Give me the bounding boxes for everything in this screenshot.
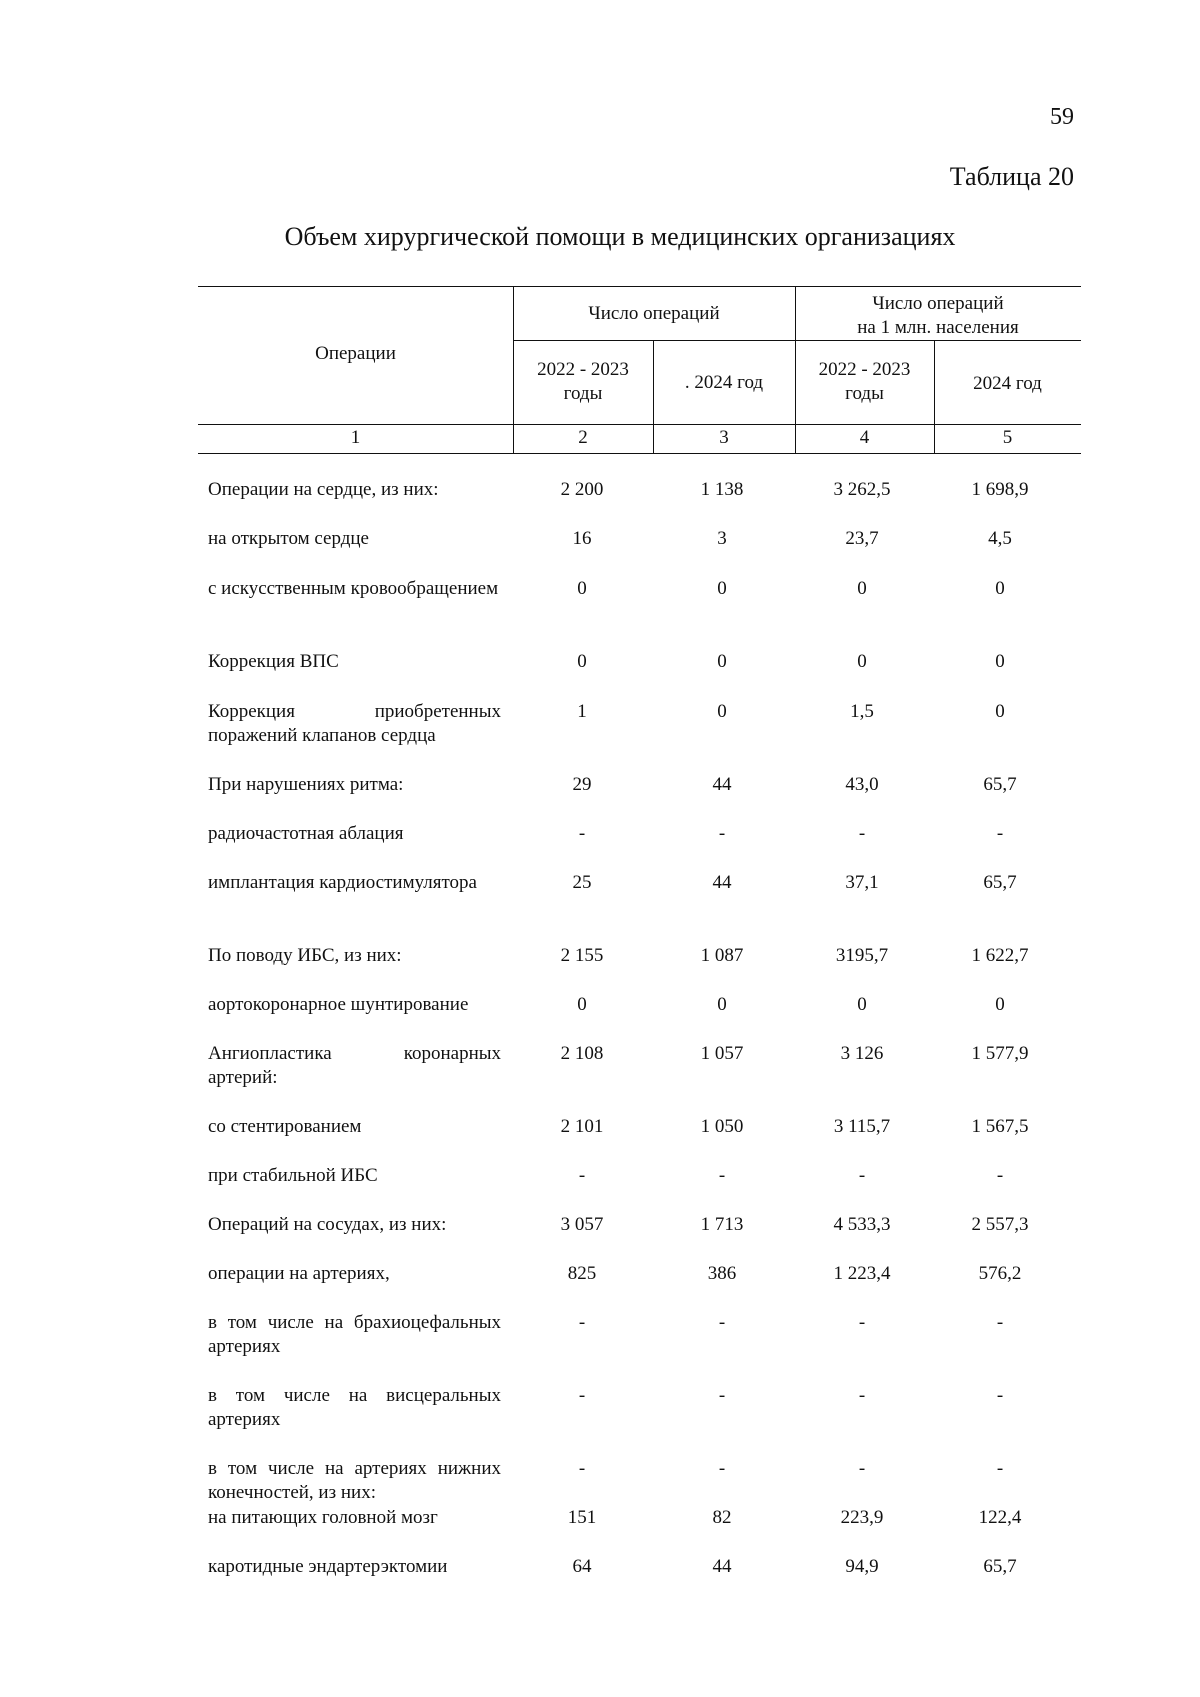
column-number-rule	[198, 453, 1081, 454]
cell-2022-2023: 16	[572, 528, 592, 549]
cell-per-million-2022-2023: -	[858, 1312, 866, 1333]
cell-per-million-2024: 2 557,3	[971, 1214, 1029, 1235]
cell-2024: -	[718, 1312, 726, 1333]
cell-2022-2023: 0	[577, 578, 587, 599]
cell-2024: 1 138	[700, 479, 744, 500]
cell-per-million-2024: 0	[995, 578, 1005, 599]
cell-2022-2023: -	[578, 1385, 586, 1406]
cell-2024: 0	[717, 994, 727, 1015]
cell-per-million-2022-2023: 1,5	[850, 701, 874, 722]
column-number-1: 1	[350, 427, 361, 448]
row-label: Ангиопластика коронарных артерий:	[208, 1043, 501, 1088]
cell-2024: -	[718, 1458, 726, 1479]
cell-per-million-2022-2023: 4 533,3	[833, 1214, 891, 1235]
cell-per-million-2024: -	[996, 1458, 1004, 1479]
row-label: аортокоронарное шунтирование	[208, 994, 469, 1015]
header-per-million	[795, 292, 1081, 340]
header-col2-line1: 2022 - 2023	[537, 359, 629, 380]
column-number-2: 2	[578, 427, 588, 448]
column-number-5: 5	[1002, 427, 1013, 448]
cell-2024: 44	[712, 774, 732, 795]
header-num-operations: Число операций	[588, 303, 720, 324]
cell-2022-2023: 64	[572, 1556, 592, 1577]
cell-2022-2023: 25	[572, 872, 592, 893]
header-per-million-line2: на 1 млн. населения	[857, 317, 1019, 338]
header-col4-years	[795, 358, 934, 406]
cell-per-million-2024: -	[996, 1165, 1004, 1186]
cell-2022-2023: 1	[577, 701, 587, 722]
row-label: имплантация кардиостимулятора	[208, 872, 477, 893]
row-label: Операций на сосудах, из них:	[208, 1214, 447, 1235]
cell-2022-2023: 0	[577, 994, 587, 1015]
cell-2022-2023: 29	[572, 774, 592, 795]
cell-per-million-2022-2023: 3 115,7	[833, 1116, 891, 1137]
cell-per-million-2022-2023: -	[858, 1458, 866, 1479]
cell-per-million-2024: 65,7	[983, 872, 1017, 893]
cell-per-million-2022-2023: -	[858, 1385, 866, 1406]
row-label: в том числе на висцеральных артериях	[208, 1385, 501, 1430]
cell-2022-2023: 0	[577, 651, 587, 672]
cell-per-million-2022-2023: -	[858, 1165, 866, 1186]
row-label: в том числе на брахиоцефальных артериях	[208, 1312, 501, 1357]
cell-2022-2023: -	[578, 823, 586, 844]
header-col2-line2: годы	[563, 383, 603, 404]
table-top-rule	[198, 286, 1081, 287]
column-number-4: 4	[859, 427, 870, 448]
cell-2024: 44	[712, 1556, 732, 1577]
row-label: в том числе на артериях нижних конечностей, из них:	[208, 1458, 501, 1503]
row-label: Операции на сердце, из них:	[208, 479, 439, 500]
cell-per-million-2024: 0	[995, 651, 1005, 672]
cell-per-million-2022-2023: 0	[857, 994, 867, 1015]
cell-2022-2023: 2 101	[560, 1116, 604, 1137]
header-mid-rule	[513, 340, 1081, 341]
cell-2022-2023: 151	[567, 1507, 597, 1528]
cell-per-million-2024: 1 567,5	[971, 1116, 1029, 1137]
cell-2024: 0	[717, 651, 727, 672]
cell-per-million-2022-2023: 0	[857, 651, 867, 672]
row-label: По поводу ИБС, из них:	[208, 945, 402, 966]
cell-per-million-2024: -	[996, 1312, 1004, 1333]
cell-2024: 1 713	[700, 1214, 744, 1235]
header-operations: Операции	[315, 343, 396, 364]
cell-per-million-2024: 576,2	[978, 1263, 1022, 1284]
cell-per-million-2024: 0	[995, 994, 1005, 1015]
cell-2024: -	[718, 1385, 726, 1406]
cell-2022-2023: 2 155	[560, 945, 604, 966]
row-label: при стабильной ИБС	[208, 1165, 378, 1186]
cell-2022-2023: -	[578, 1312, 586, 1333]
cell-per-million-2024: 0	[995, 701, 1005, 722]
cell-2024: -	[718, 1165, 726, 1186]
cell-per-million-2024: 65,7	[983, 1556, 1017, 1577]
header-per-million-line1: Число операций	[872, 293, 1004, 314]
cell-per-million-2024: -	[996, 1385, 1004, 1406]
cell-2022-2023: 2 108	[560, 1043, 604, 1064]
document-title: Объем хирургической помощи в медицинских организациях	[284, 222, 956, 251]
cell-2024: 1 057	[700, 1043, 744, 1064]
row-label: со стентированием	[208, 1116, 362, 1137]
cell-2024: 1 087	[700, 945, 744, 966]
row-label: с искусственным кровообращением	[208, 578, 499, 599]
header-col2-years	[513, 358, 653, 406]
cell-per-million-2022-2023: 223,9	[840, 1507, 884, 1528]
cell-2024: 1 050	[700, 1116, 744, 1137]
row-label: каротидные эндартерэктомии	[208, 1556, 448, 1577]
header-col3-year: . 2024 год	[684, 372, 764, 393]
row-label: Коррекция приобретенных поражений клапанов сердца	[208, 701, 501, 746]
row-label: радиочастотная аблация	[208, 823, 404, 844]
cell-2022-2023: 2 200	[560, 479, 604, 500]
cell-per-million-2022-2023: 37,1	[845, 872, 879, 893]
header-col5-year: 2024 год	[973, 373, 1042, 394]
cell-2022-2023: 3 057	[560, 1214, 604, 1235]
cell-2022-2023: -	[578, 1165, 586, 1186]
column-number-3: 3	[719, 427, 729, 448]
cell-2024: -	[718, 823, 726, 844]
cell-2024: 386	[707, 1263, 737, 1284]
header-col4-line1: 2022 - 2023	[818, 359, 911, 380]
header-col4-line2: годы	[845, 383, 884, 404]
cell-2022-2023: -	[578, 1458, 586, 1479]
row-label: на питающих головной мозг	[208, 1507, 438, 1528]
cell-2024: 3	[717, 528, 727, 549]
row-label: При нарушениях ритма:	[208, 774, 404, 795]
cell-2024: 44	[712, 872, 732, 893]
cell-per-million-2024: 122,4	[978, 1507, 1022, 1528]
table-number: Таблица 20	[949, 162, 1074, 191]
cell-per-million-2024: 4,5	[988, 528, 1012, 549]
cell-2024: 82	[712, 1507, 732, 1528]
row-label: операции на артериях,	[208, 1263, 390, 1284]
cell-per-million-2024: 1 698,9	[971, 479, 1029, 500]
cell-per-million-2024: -	[996, 823, 1004, 844]
cell-per-million-2022-2023: -	[858, 823, 866, 844]
cell-per-million-2022-2023: 3 262,5	[833, 479, 891, 500]
cell-per-million-2024: 1 577,9	[971, 1043, 1029, 1064]
cell-per-million-2022-2023: 94,9	[845, 1556, 879, 1577]
cell-per-million-2024: 1 622,7	[971, 945, 1029, 966]
page-number: 59	[1050, 104, 1074, 130]
header-bottom-rule	[198, 424, 1081, 425]
cell-per-million-2022-2023: 3195,7	[835, 945, 889, 966]
cell-2024: 0	[717, 578, 727, 599]
cell-2024: 0	[717, 701, 727, 722]
cell-per-million-2022-2023: 0	[857, 578, 867, 599]
cell-2022-2023: 825	[567, 1263, 597, 1284]
row-label: Коррекция ВПС	[208, 651, 339, 672]
cell-per-million-2022-2023: 1 223,4	[833, 1263, 891, 1284]
cell-per-million-2024: 65,7	[983, 774, 1017, 795]
cell-per-million-2022-2023: 23,7	[845, 528, 879, 549]
row-label: на открытом сердце	[208, 528, 369, 549]
cell-per-million-2022-2023: 43,0	[845, 774, 879, 795]
cell-per-million-2022-2023: 3 126	[840, 1043, 884, 1064]
